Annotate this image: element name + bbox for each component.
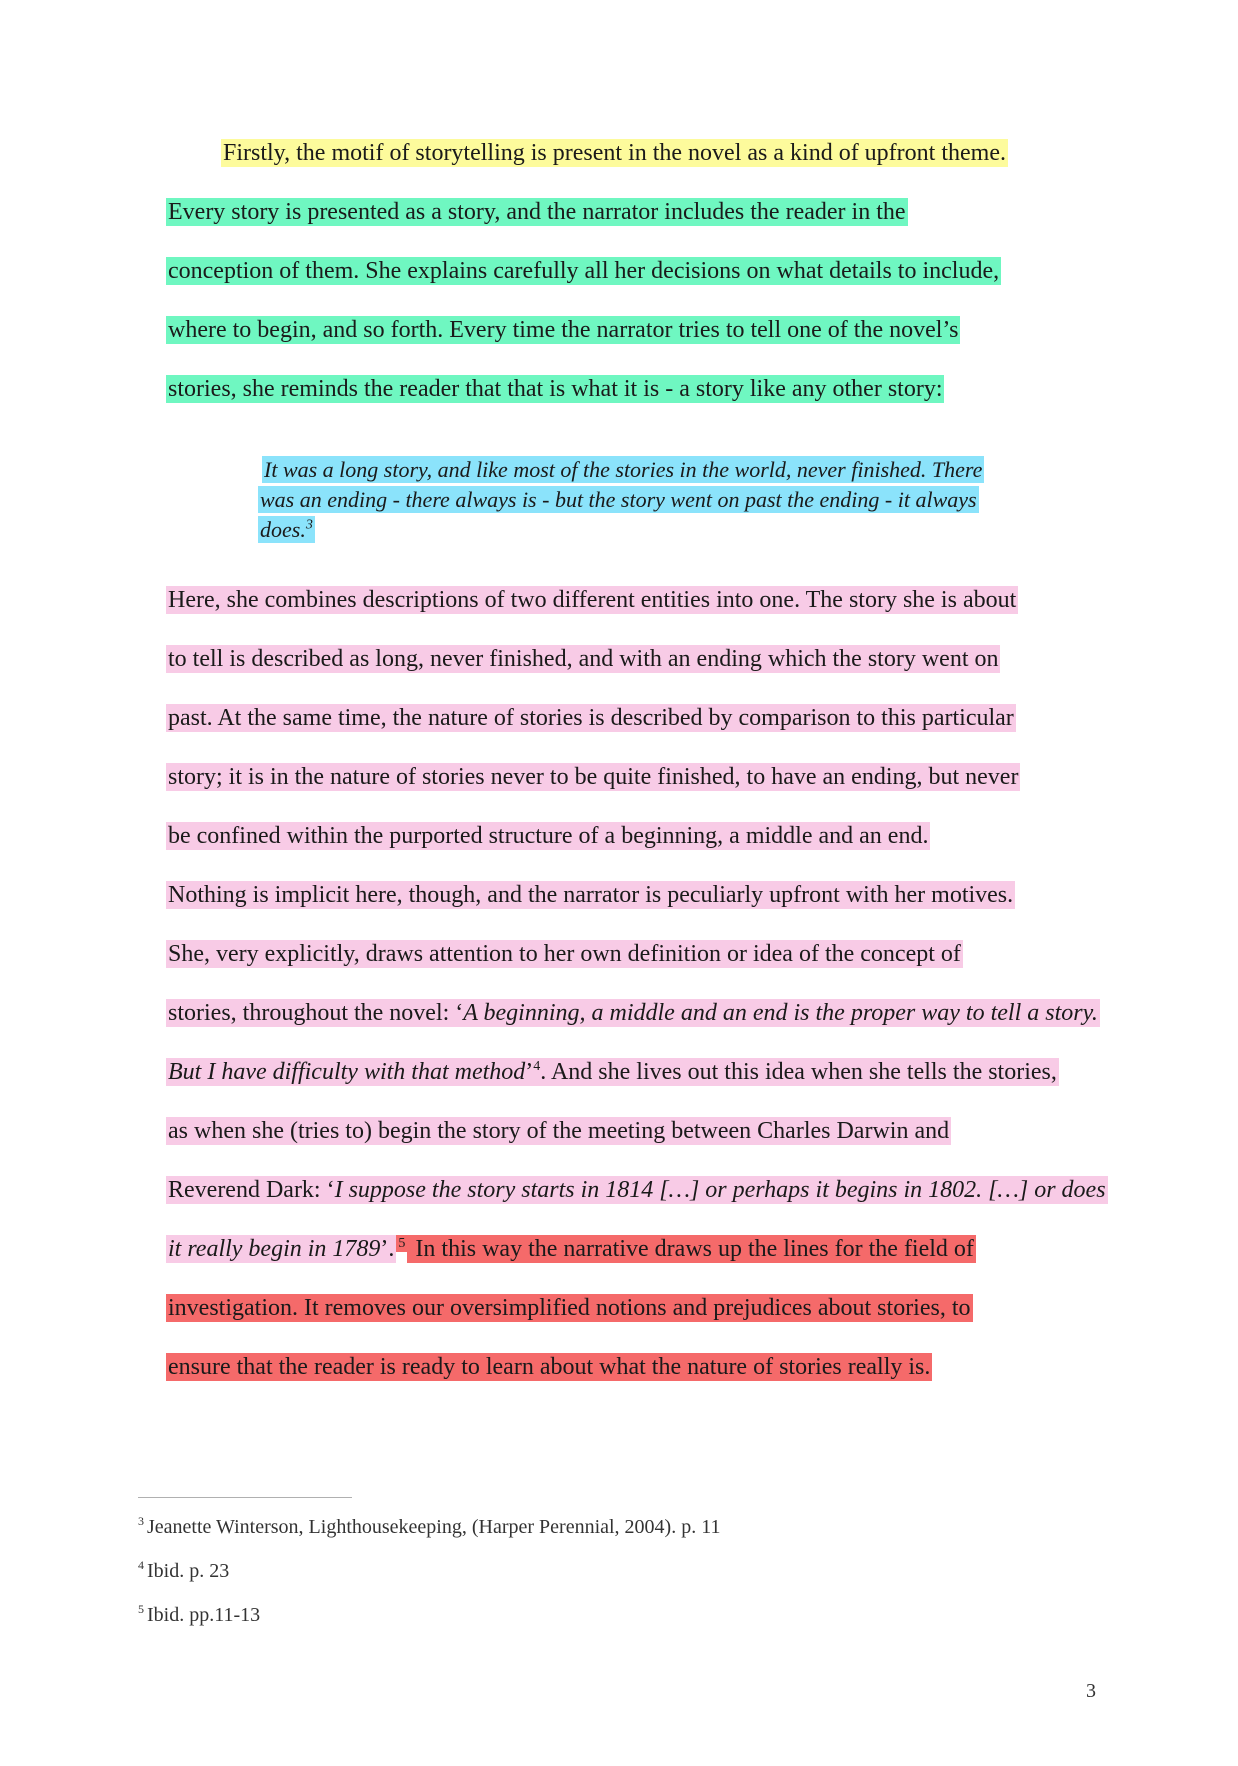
highlight-blue: It was a long story, and like most of the stories in the world, never finished. There [264, 457, 983, 482]
highlight-pink [166, 1058, 1059, 1086]
quoted-text: A beginning, a middle and an end is the proper way to tell a story. [463, 1000, 1098, 1026]
block-quote-line-3 [258, 515, 315, 545]
quote-text: does. [260, 517, 306, 542]
highlight-pink: She, very explicitly, draws attention to her own definition or idea of the concept of [168, 941, 961, 967]
footnote-text: Ibid. p. 23 [147, 1560, 230, 1582]
highlight-pink [166, 999, 1100, 1027]
highlight-pink: Nothing is implicit here, though, and the narrator is peculiarly upfront with her motives. [168, 882, 1014, 908]
paragraph-2-line-4 [166, 762, 1020, 792]
paragraph-2-line-7 [166, 939, 963, 969]
highlight-green: conception of them. She explains carefully all her decisions on what details to include, [168, 258, 1000, 284]
footnote-separator [138, 1497, 352, 1498]
paragraph-2-line-1 [166, 585, 1018, 615]
block-quote-line-1 [262, 455, 984, 485]
highlight-pink: Here, she combines descriptions of two different entities into one. The story she is about [168, 587, 1017, 613]
paragraph-2-line-9 [166, 1057, 1059, 1087]
footnote-3 [138, 1515, 720, 1539]
highlight-pink: be confined within the purported structure of a beginning, a middle and an end. [168, 823, 929, 849]
paragraph-1-line-2 [166, 197, 908, 227]
highlight-yellow: Firstly, the motif of storytelling is present in the novel as a kind of upfront theme. [223, 140, 1006, 166]
body-text: stories, throughout the novel: ‘ [168, 1000, 464, 1026]
closing-quote: ’ [525, 1059, 534, 1085]
footnote-ref-3[interactable]: 3 [305, 517, 313, 533]
page-number: 3 [1086, 1680, 1096, 1702]
footnote-ref-5[interactable]: 5 [398, 1236, 406, 1251]
paragraph-2-line-2 [166, 644, 1000, 674]
paragraph-2-line-11 [166, 1175, 1108, 1205]
quoted-text: I suppose the story starts in 1814 […] or perhaps it begins in 1802. […] or does [334, 1177, 1106, 1203]
paragraph-2-line-5 [166, 821, 930, 851]
body-text: . And she lives out this idea when she tells the stories, [540, 1059, 1057, 1085]
paragraph-2-line-6 [166, 880, 1015, 910]
paragraph-2-line-10 [166, 1116, 951, 1146]
highlight-red: In this way the narrative draws up the lines for the field of [409, 1236, 974, 1262]
highlight-pink: past. At the same time, the nature of stories is described by comparison to this particular [168, 705, 1014, 731]
highlight-green: Every story is presented as a story, and the narrator includes the reader in the [168, 199, 906, 225]
paragraph-2-line-13 [166, 1293, 973, 1323]
highlight-blue [258, 516, 315, 543]
block-quote-line-2 [258, 485, 979, 515]
footnote-text: Jeanette Winterson, Lighthousekeeping, (Harper Perennial, 2004). p. 11 [147, 1516, 721, 1538]
highlight-pink [166, 1176, 1108, 1204]
paragraph-1-line-3 [166, 256, 1001, 286]
highlight-green: stories, she reminds the reader that that is what it is - a story like any other story: [168, 376, 943, 402]
paragraph-2-line-3 [166, 703, 1016, 733]
quoted-text: But I have difficulty with that method [168, 1059, 526, 1085]
highlight-red: investigation. It removes our oversimplified notions and prejudices about stories, to [168, 1295, 971, 1321]
footnote-4 [138, 1559, 229, 1583]
paragraph-2-line-12 [166, 1234, 976, 1264]
footnote-number: 4 [138, 1558, 144, 1573]
footnote-number: 5 [138, 1602, 144, 1617]
footnote-ref-4[interactable]: 4 [533, 1059, 541, 1074]
body-text: Reverend Dark: ‘ [168, 1177, 335, 1203]
paragraph-1-line-4 [166, 315, 960, 345]
footnote-text: Ibid. pp.11-13 [147, 1604, 261, 1626]
highlight-pink [166, 1235, 396, 1263]
highlight-pink: to tell is described as long, never finished, and with an ending which the story went on [168, 646, 999, 672]
highlight-green: where to begin, and so forth. Every time the narrator tries to tell one of the novel’s [168, 317, 959, 343]
paragraph-1-line-5 [166, 374, 944, 404]
quoted-text: it really begin in 1789 [168, 1236, 381, 1262]
highlight-blue: was an ending - there always is - but the story went on past the ending - it always [260, 487, 977, 512]
paragraph-1-line-1 [221, 138, 1008, 168]
footnote-5 [138, 1603, 260, 1627]
highlight-pink: story; it is in the nature of stories never to be quite finished, to have an ending, but never [168, 764, 1019, 790]
highlight-pink: as when she (tries to) begin the story of the meeting between Charles Darwin and [168, 1118, 950, 1144]
footnote-number: 3 [138, 1514, 144, 1529]
highlight-red: ensure that the reader is ready to learn about what the nature of stories really is. [168, 1354, 931, 1380]
closing-quote: ’. [380, 1236, 395, 1262]
paragraph-2-line-8 [166, 998, 1100, 1028]
paragraph-2-line-14 [166, 1352, 932, 1382]
